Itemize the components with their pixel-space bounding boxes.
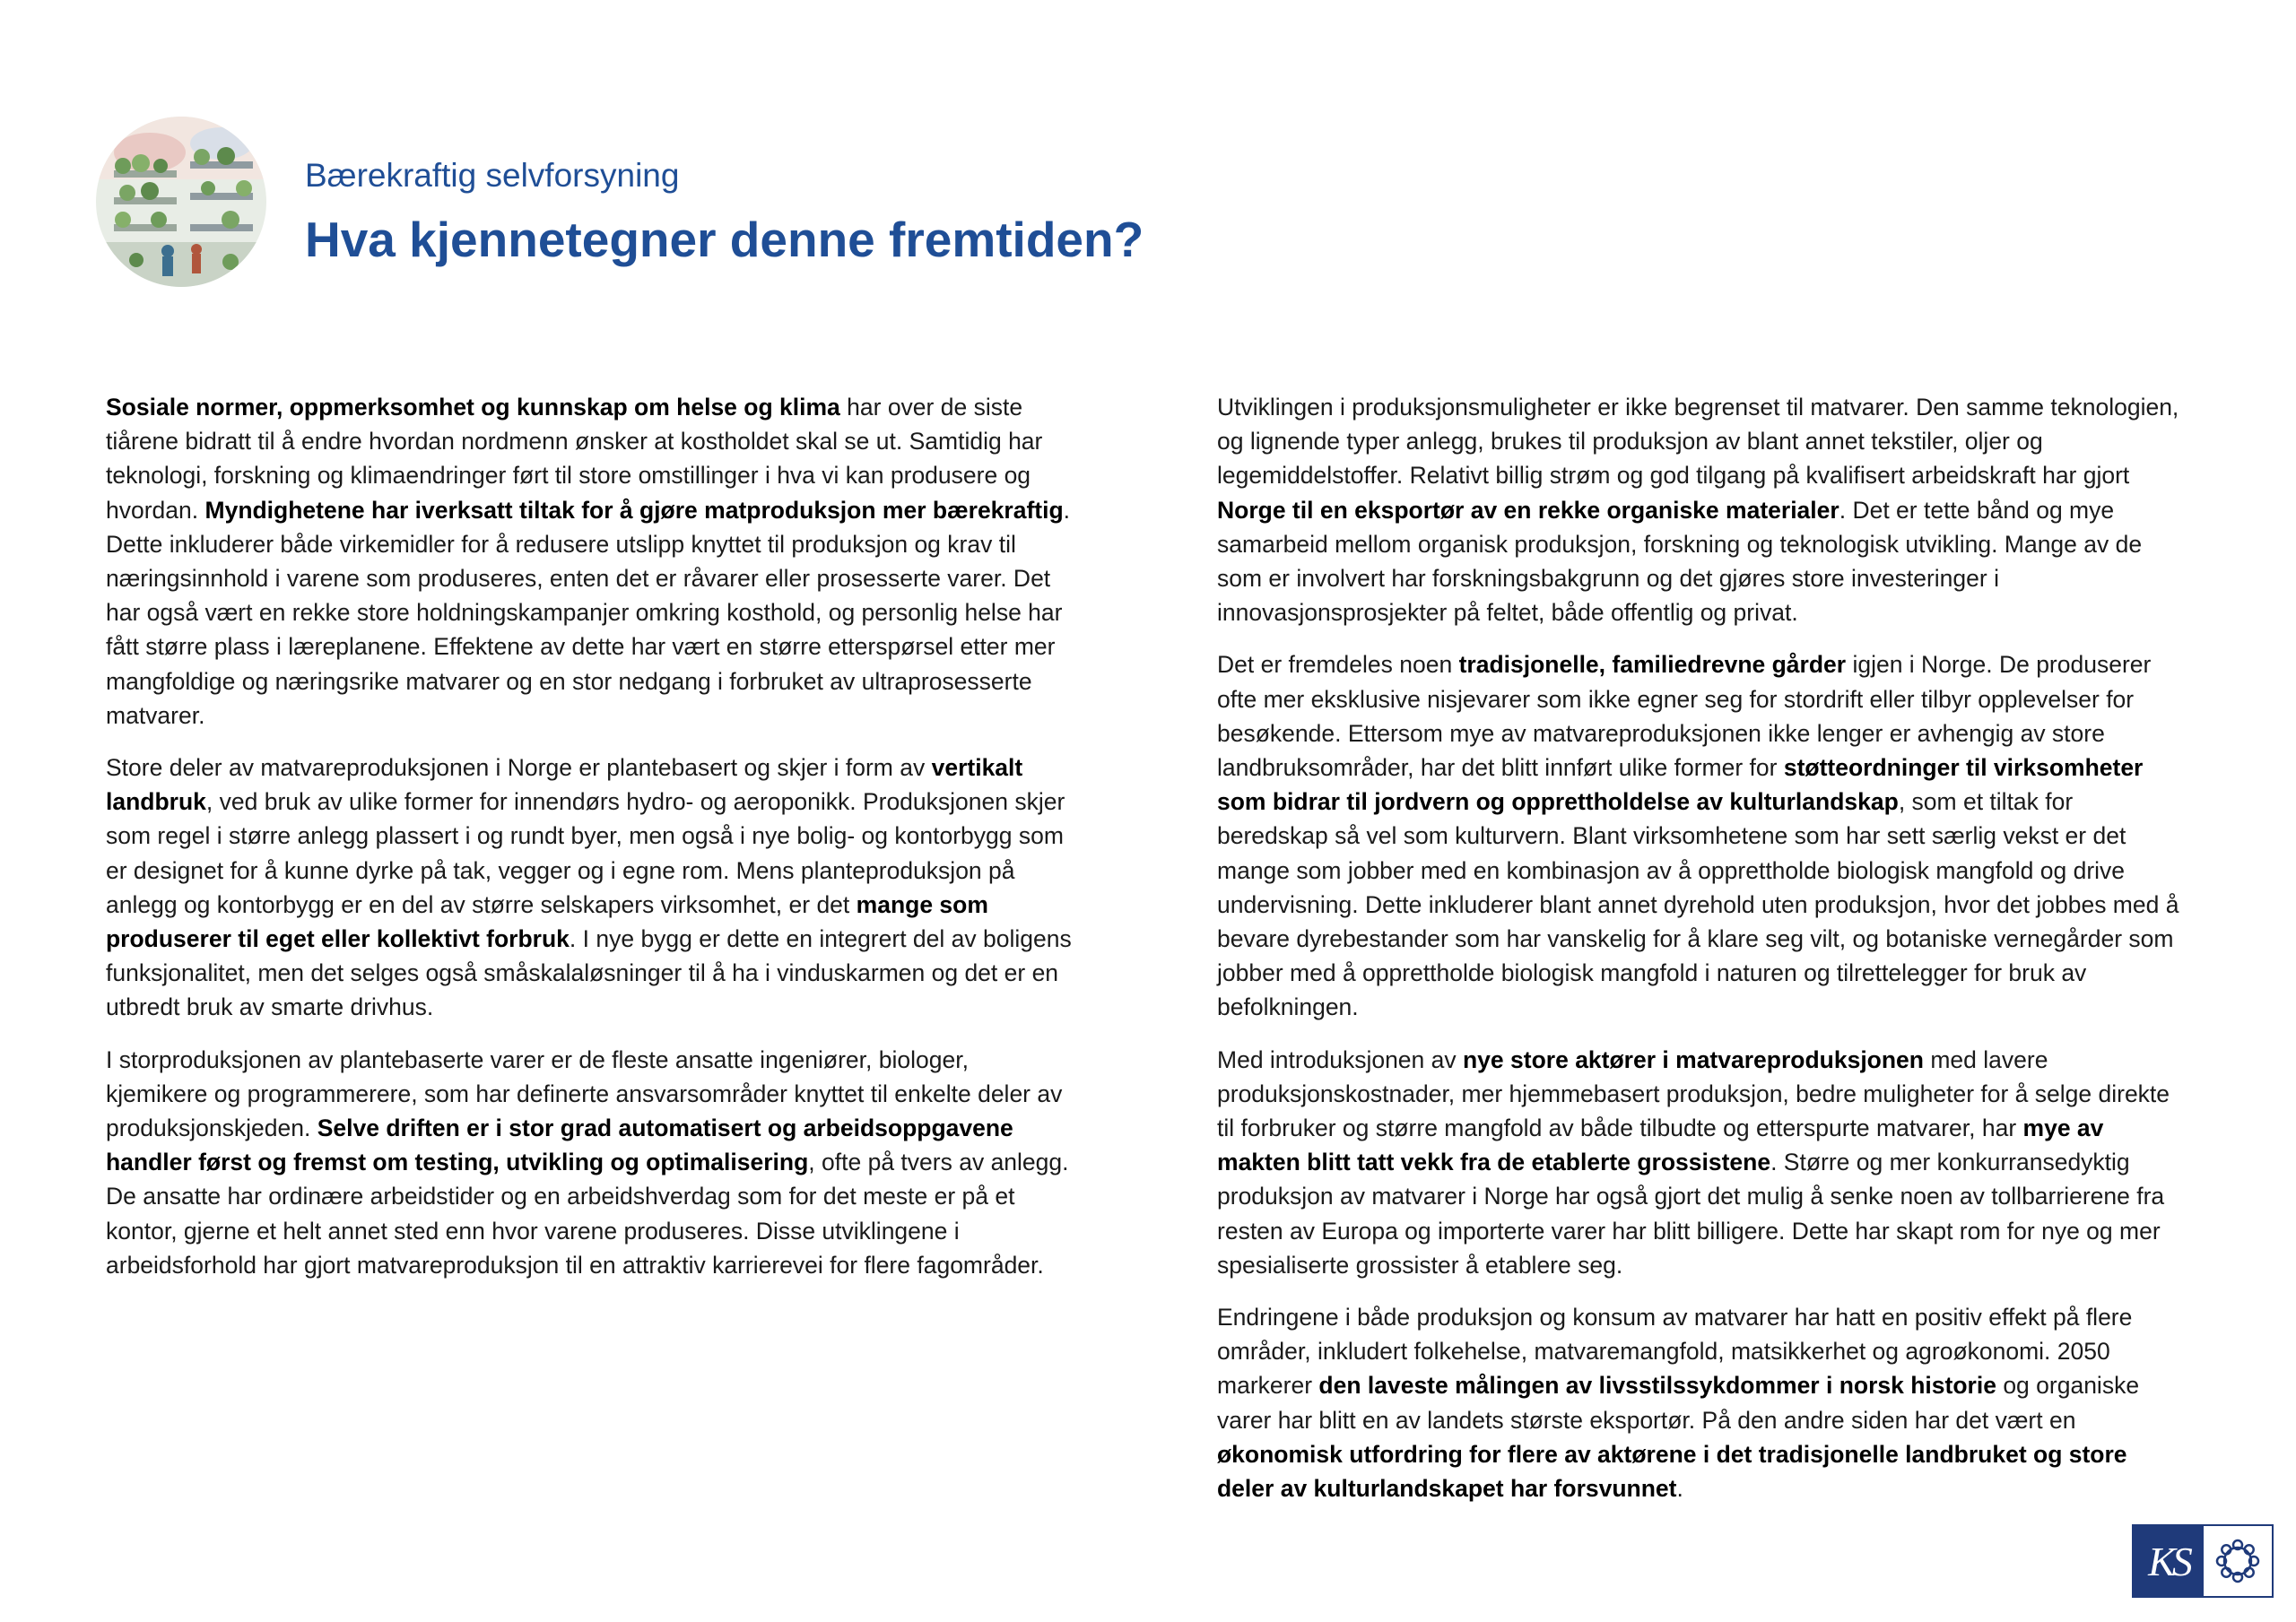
bold-phrase: økonomisk utfordring for flere av aktørene i det tradisjonelle landbruket og store deler av kulturlandskapet har forsvunnet	[1217, 1440, 2127, 1503]
text-run: . I nye bygg er dette en integrert del av boligens funksjonalitet, men det selges også småskalaløsninger til å ha i vinduskarmen og det er en utbredt bruk av smarte drivhus.	[106, 925, 1072, 1021]
paragraph	[106, 1043, 1074, 1282]
text-run: .	[1676, 1475, 1683, 1503]
left-text-column	[106, 390, 1074, 1300]
paragraph	[1217, 1300, 2186, 1505]
bold-phrase: tradisjonelle, familiedrevne gårder	[1458, 651, 1847, 679]
text-run: Med introduksjonen av	[1217, 1045, 1463, 1073]
text-run: , ved bruk av ulike former for innendørs hydro- og aeroponikk. Produksjonen skjer som regel i større anlegg plassert i og rundt byer, men også i nye bolig- og kontorbygg som er designet for å kunne dyrke på tak, vegger og i egne rom. Mens planteproduksjon på anlegg og kontorbygg er en del av større selskapers virksomhet, er det	[106, 788, 1065, 918]
text-run: og organiske varer har blitt en av landets største eksportør. På den andre siden har det vært en	[1217, 1372, 2140, 1434]
text-run: . Dette inkluderer både virkemidler for å redusere utslipp knyttet til produksjon og krav til næringsinnhold i varene som produseres, enten det er råvarer eller prosesserte varer. Det har også vært en rekke store holdningskampanjer omkring kosthold, og personlig helse har fått større plass i læreplanene. Effektene av dette har vært en større etterspørsel etter mer mangfoldige og næringsrike matvarer og en stor nedgang i forbruket av ultraprosesserte matvarer.	[106, 496, 1071, 729]
text-run: I storproduksjonen av plantebaserte varer er de fleste ansatte ingeniører, biologer, kjemikere og programmerere, som har definerte ansvarsområder knyttet til enkelte deler av produksjonskjeden.	[106, 1045, 1063, 1142]
text-run: , ofte på tvers av anlegg. De ansatte har ordinære arbeidstider og en arbeidshverdag som for det meste er på et kontor, gjerne et helt annet sted enn hvor varene produseres. Disse utviklingene i arbeidsforhold har gjort matvareproduksjon til en attraktiv karrierevei for flere fagområder.	[106, 1149, 1069, 1279]
page-title: Hva kjennetegner denne fremtiden?	[305, 212, 1144, 267]
header-illustration	[96, 117, 266, 287]
paragraph	[106, 750, 1074, 1025]
bold-phrase: mange som produserer til eget eller kollektivt forbruk	[106, 890, 988, 953]
text-run: har over de siste tiårene bidratt til å endre hvordan nordmenn ønsker at kostholdet skal se ut. Samtidig har teknologi, forskning og klimaendringer ført til store omstillinger i hva vi kan produsere og hvordan.	[106, 394, 1043, 524]
paragraph	[1217, 1043, 2186, 1282]
paragraph	[106, 390, 1074, 733]
bold-phrase: Myndighetene har iverksatt tiltak for å gjøre matproduksjon mer bærekraftig	[204, 496, 1064, 524]
text-run: , som et tiltak for beredskap så vel som kulturvern. Blant virksomhetene som har sett særlig vekst er det mange som jobber med en kombinasjon av å opprettholde biologisk mangfold og drive undervisning. Dette inkluderer blant annet dyrehold uten produksjon, hvor det jobbes med å bevare dyrebestander som har vanskelig for å klare seg vilt, og botaniske vernegårder som jobber med å opprettholde biologisk mangfold i naturen og tilrettelegger for bruk av befolkningen.	[1217, 788, 2179, 1021]
bold-phrase: vertikalt landbruk	[106, 754, 1023, 816]
section-subtitle: Bærekraftig selvforsyning	[305, 157, 680, 194]
text-run: Endringene i både produksjon og konsum av matvarer har hatt en positiv effekt på flere områder, inkludert folkehelse, matvaremangfold, matsikkerhet og agroøkonomi. 2050 markerer	[1217, 1304, 2133, 1400]
text-run: med lavere produksjonskostnader, mer hjemmebasert produksjon, bedre muligheter for å selge direkte til forbruker og større mangfold av både tilbudte og etterspurte matvarer, har	[1217, 1045, 2170, 1142]
text-run: Det er fremdeles noen	[1217, 651, 1459, 679]
text-run: Utviklingen i produksjonsmuligheter er ikke begrenset til matvarer. Den samme teknologien, og lignende typer anlegg, brukes til produksjon av blant annet tekstiler, oljer og legemiddelstoffer. Relativt billig strøm og god tilgang på kvalifisert arbeidskraft har gjort	[1217, 394, 2179, 490]
text-run: Store deler av matvareproduksjonen i Norge er plantebasert og skjer i form av	[106, 754, 932, 782]
paragraph	[1217, 390, 2186, 629]
bold-phrase: Norge til en eksportør av en rekke organiske materialer	[1217, 496, 1839, 524]
paragraph	[1217, 647, 2186, 1024]
bold-phrase: støtteordninger til virksomheter som bidrar til jordvern og opprettholdelse av kulturlandskap	[1217, 754, 2144, 816]
ks-emblem-icon	[2204, 1526, 2272, 1596]
ks-logo-mark: KS	[2134, 1526, 2204, 1596]
bold-phrase: nye store aktører i matvareproduksjonen	[1463, 1045, 1924, 1073]
bold-phrase: mye av makten blitt tatt vekk fra de etablerte grossistene	[1217, 1115, 2104, 1176]
text-run: . Det er tette bånd og mye samarbeid mellom organisk produksjon, forskning og teknologisk utvikling. Mange av de som er involvert har forskningsbakgrunn og det gjøres store investeringer i innovasjonsprosjekter på feltet, både offentlig og privat.	[1217, 496, 2143, 627]
bold-phrase: Sosiale normer, oppmerksomhet og kunnskap om helse og klima	[106, 394, 840, 421]
text-run: igjen i Norge. De produserer ofte mer eksklusive nisjevarer som ikke egner seg for stordrift eller tilbyr opplevelser for besøkende. Ettersom mye av matvareproduksjonen ikke lenger er avhengig av store landbruksområder, har det blitt innført ulike former for	[1217, 651, 2152, 782]
bold-phrase: den laveste målingen av livsstilssykdommer i norsk historie	[1318, 1372, 1996, 1400]
ks-logo	[2132, 1524, 2274, 1598]
bold-phrase: Selve driften er i stor grad automatisert og arbeidsoppgavene handler først og fremst om testing, utvikling og optimalisering	[106, 1115, 1013, 1176]
text-run: . Større og mer konkurransedyktig produksjon av matvarer i Norge har også gjort det mulig å senke noen av tollbarrierene fra resten av Europa og importerte varer har blitt billigere. Dette har skapt rom for nye og mer spesialiserte grossister å etablere seg.	[1217, 1149, 2165, 1279]
right-text-column	[1217, 390, 2186, 1523]
